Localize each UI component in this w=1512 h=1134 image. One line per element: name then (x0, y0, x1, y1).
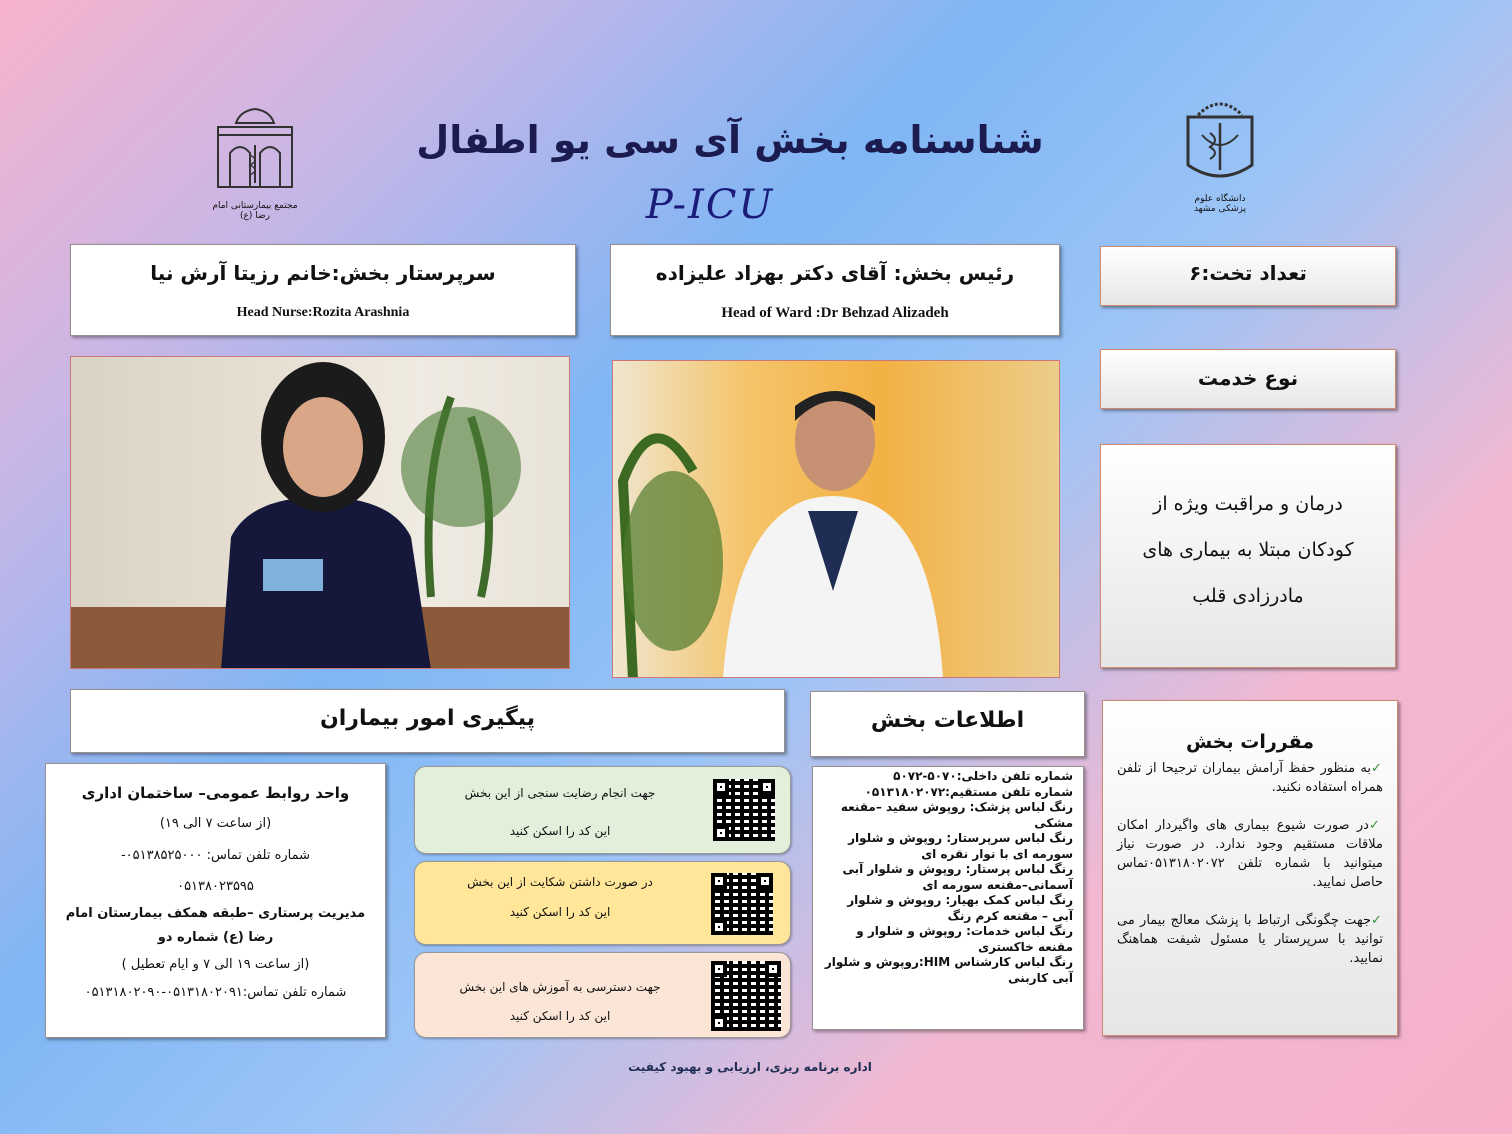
pr-unit-phone-2: ۰۵۱۳۸۰۲۳۵۹۵ (177, 879, 254, 894)
patient-affairs-header (70, 689, 785, 753)
nursing-mgmt-phone: شماره تلفن تماس:۰۵۱۳۱۸۰۲۰۹۱-۰۵۱۳۱۸۰۲۰۹۰ (84, 985, 347, 1000)
ward-internal-phone: شماره تلفن داخلی:۵۰۷۰-۵۰۷۲ (893, 769, 1073, 783)
head-nurse-title-fa: سرپرستار بخش:خانم رزیتا آرش نیا (150, 261, 496, 285)
rule-item (1117, 911, 1383, 968)
qr-card-education-line2: این کد را اسکن کنید (509, 1009, 611, 1023)
qr-card-education-line1: جهت دسترسی به آموزش های این بخش (459, 980, 661, 994)
head-ward-photo (612, 360, 1060, 678)
him-uniform: رنگ لباس کارشناس HIM:روپوش و شلوار آبی کاربنی (824, 955, 1073, 985)
check-icon: ✓ (1370, 913, 1383, 928)
qr-code-icon[interactable] (711, 961, 781, 1031)
check-icon: ✓ (1368, 818, 1383, 833)
ward-info-details (812, 766, 1084, 1030)
pr-unit-title: واحد روابط عمومی– ساختمان اداری (81, 784, 350, 802)
nursing-mgmt-hours: (از ساعت ۱۹ الی ۷ و ایام تعطیل ) (121, 957, 310, 972)
rules-box (1102, 700, 1398, 1036)
qr-card-satisfaction[interactable] (414, 766, 791, 854)
doctor-uniform: رنگ لباس پزشک: روپوش سفید –مقنعه مشکی (840, 800, 1073, 830)
university-emblem-icon (1180, 95, 1260, 190)
page-title: شناسنامه بخش آی سی یو اطفال (416, 118, 1044, 162)
service-type-box (1100, 349, 1396, 409)
ward-info-lines (823, 769, 1073, 986)
hospital-building-icon (210, 105, 300, 195)
rules-list (1117, 759, 1383, 968)
head-nurse-photo (70, 356, 570, 669)
patient-affairs-title: پیگیری امور بیماران (319, 706, 536, 731)
head-nurse-title-en: Head Nurse:Rozita Arashnia (236, 305, 410, 320)
ward-info-header (810, 691, 1085, 757)
doctor-portrait-icon (613, 361, 1060, 678)
hospital-logo (210, 105, 300, 221)
university-logo-caption: دانشگاه علوم پزشکی مشهد (1193, 194, 1247, 214)
rule-text-1: به منظور حفظ آرامش بیماران ترجیحا از تلفن همراه استفاده نکنید. (1117, 761, 1383, 795)
ward-info-title: اطلاعات بخش (870, 708, 1025, 733)
rule-item (1117, 816, 1383, 892)
nursing-mgmt-title: مدیریت پرستاری –طبقه همکف بیمارستان امام رضا (ع) شماره دو (65, 906, 366, 945)
pr-unit-phone-1: شماره تلفن تماس: ۰۵۱۳۸۵۲۵۰۰۰- (120, 848, 311, 863)
qr-code-icon[interactable] (713, 779, 775, 841)
beds-box (1100, 246, 1396, 306)
qr-card-satisfaction-line1: جهت انجام رضایت سنجی از این بخش (464, 786, 656, 800)
ward-direct-phone: شماره تلفن مستقیم:۰۵۱۳۱۸۰۲۰۷۲ (864, 784, 1073, 799)
patient-affairs-contact (45, 763, 386, 1038)
page-subtitle: P-ICU (645, 182, 775, 228)
check-icon: ✓ (1370, 761, 1383, 776)
head-ward-card (610, 244, 1060, 336)
hospital-logo-caption: مجتمع بیمارستانی امام رضا (ع) (212, 201, 298, 221)
head-nurse-card (70, 244, 576, 336)
woman-portrait-icon (71, 357, 570, 669)
head-ward-title-en: Head of Ward :Dr Behzad Alizadeh (721, 305, 949, 321)
assistant-uniform: رنگ لباس کمک بهیار: روپوش و شلوار آبی – مقنعه کرم رنگ (847, 893, 1073, 923)
beds-label: تعداد تخت:۶ (1189, 261, 1307, 285)
service-type-label: نوع خدمت (1197, 366, 1299, 390)
university-logo (1180, 95, 1260, 214)
nurse-uniform: رنگ لباس پرستار: روپوش و شلوار آبی آسمانی–مقنعه سورمه ای (842, 862, 1073, 892)
service-description-box (1100, 444, 1396, 668)
service-description: درمان و مراقبت ویژه از کودکان مبتلا به بیماری های مادرزادی قلب (1142, 493, 1354, 607)
head-nurse-uniform: رنگ لباس سرپرستار: روپوش و شلوار سورمه ای با نوار نقره ای (848, 831, 1073, 861)
rules-title: مقررات بخش (1185, 731, 1315, 753)
services-uniform: رنگ لباس خدمات: روپوش و شلوار و مقنعه خاکستری (856, 924, 1073, 954)
pr-unit-hours: (از ساعت ۷ الی ۱۹) (159, 816, 272, 831)
rule-text-2: در صورت شیوع بیماری های واگیردار امکان ملاقات مستقیم وجود ندارد. در صورت نیاز میتوانید با شماره تلفن ۰۵۱۳۱۸۰۲۰۷۲تماس حاصل نمایید. (1117, 818, 1383, 890)
qr-card-complaint[interactable] (414, 861, 791, 945)
head-ward-title-fa: رئیس بخش: آقای دکتر بهزاد علیزاده (655, 261, 1015, 285)
qr-card-education[interactable] (414, 952, 791, 1038)
qr-card-complaint-line2: این کد را اسکن کنید (509, 905, 611, 919)
rule-item (1117, 759, 1383, 797)
footer-text: اداره برنامه ریزی، ارزیابی و بهبود کیفیت (628, 1060, 872, 1074)
rule-text-3: جهت چگونگی ارتباط با پزشک معالج بیمار می توانید با سرپرستار یا مسئول شیفت هماهنگ نمایید. (1117, 913, 1383, 966)
qr-card-complaint-line1: در صورت داشتن شکایت از این بخش (467, 875, 653, 889)
qr-code-icon[interactable] (711, 873, 773, 935)
qr-card-satisfaction-line2: این کد را اسکن کنید (509, 824, 611, 838)
